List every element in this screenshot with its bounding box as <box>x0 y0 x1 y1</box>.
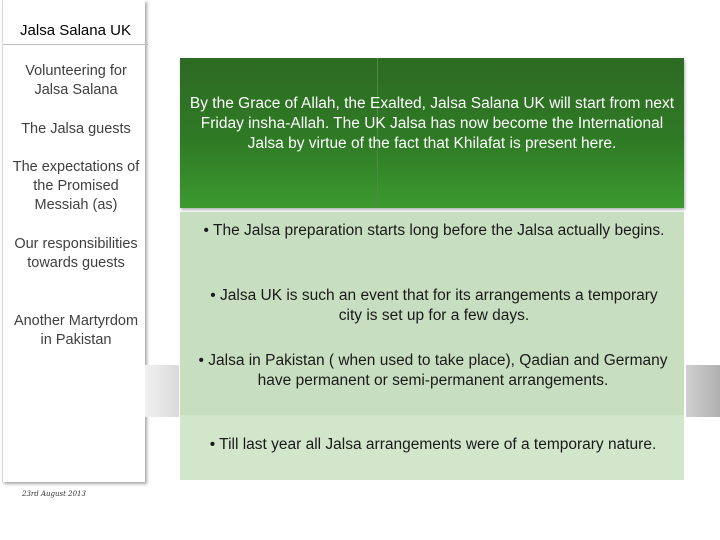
bullet-item: • Jalsa UK is such an event that for its arrangements a temporary city is set up for a few days. <box>210 287 658 324</box>
decorative-band-left <box>145 365 179 417</box>
bullet-item: • Till last year all Jalsa arrangements were of a temporary nature. <box>209 436 657 453</box>
sidebar-title: Jalsa Salana UK <box>20 22 131 39</box>
bullet-item: • The Jalsa preparation starts long before the Jalsa actually begins. <box>203 222 665 239</box>
bullet-item: • Jalsa in Pakistan ( when used to take place), Qadian and Germany have permanent or semi-permanent arrangements. <box>198 352 668 389</box>
decorative-band-right <box>686 365 720 417</box>
footer-date: 23rd August 2013 <box>22 490 86 498</box>
sidebar-item-volunteering[interactable]: Volunteering for Jalsa Salana <box>25 63 127 98</box>
sidebar-item-martyrdom[interactable]: Another Martyrdom in Pakistan <box>13 313 139 348</box>
sidebar-item-expectations[interactable]: The expectations of the Promised Messiah (as) <box>12 159 140 213</box>
sidebar <box>2 0 145 482</box>
bullet-panel <box>180 212 684 480</box>
intro-panel <box>180 58 684 208</box>
intro-text: By the Grace of Allah, the Exalted, Jalsa Salana UK will start from next Friday insha-Allah. The UK Jalsa has now become the International Jalsa by virtue of the fact that Khilafat is present here. <box>189 95 675 152</box>
sidebar-divider <box>3 44 148 45</box>
sidebar-item-jalsa-guests[interactable]: The Jalsa guests <box>21 121 131 137</box>
sidebar-item-responsibilities[interactable]: Our responsibilities towards guests <box>14 236 138 271</box>
